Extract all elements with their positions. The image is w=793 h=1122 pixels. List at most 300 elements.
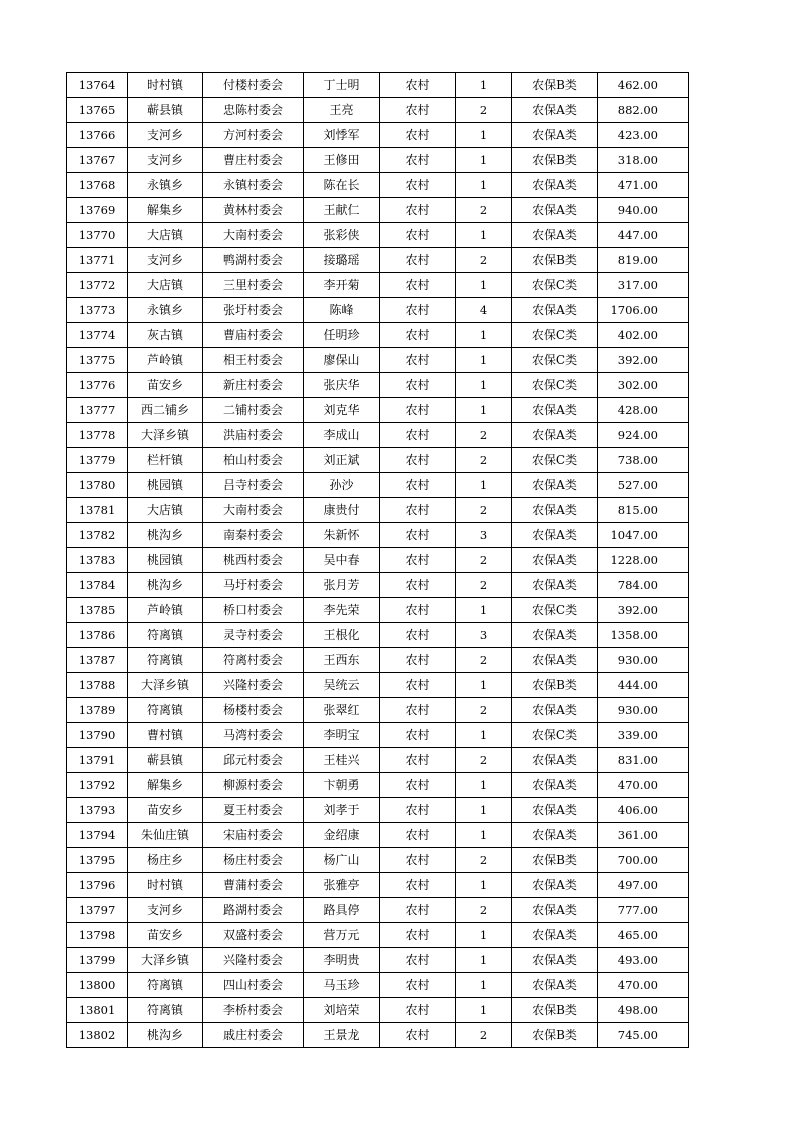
village-committee-cell: 新庄村委会	[203, 373, 304, 398]
township-cell: 苗安乡	[128, 798, 203, 823]
table-row	[67, 823, 689, 848]
record-id-cell: 13801	[67, 998, 128, 1023]
table-row	[67, 873, 689, 898]
amount-cell: 470.00	[598, 973, 689, 998]
amount-cell: 831.00	[598, 748, 689, 773]
amount-cell: 1228.00	[598, 548, 689, 573]
person-name-cell: 丁士明	[304, 73, 380, 98]
record-id-cell: 13784	[67, 573, 128, 598]
household-size-cell: 1	[456, 123, 512, 148]
insurance-category-cell: 农保C类	[512, 273, 598, 298]
village-committee-cell: 灵寺村委会	[203, 623, 304, 648]
insurance-category-cell: 农保A类	[512, 948, 598, 973]
household-size-cell: 1	[456, 723, 512, 748]
person-name-cell: 马玉珍	[304, 973, 380, 998]
township-cell: 大泽乡镇	[128, 673, 203, 698]
area-type-cell: 农村	[380, 798, 456, 823]
village-committee-cell: 四山村委会	[203, 973, 304, 998]
area-type-cell: 农村	[380, 948, 456, 973]
person-name-cell: 王亮	[304, 98, 380, 123]
township-cell: 芦岭镇	[128, 598, 203, 623]
village-committee-cell: 大南村委会	[203, 223, 304, 248]
person-name-cell: 营万元	[304, 923, 380, 948]
household-size-cell: 2	[456, 748, 512, 773]
insurance-category-cell: 农保B类	[512, 998, 598, 1023]
person-name-cell: 李先荣	[304, 598, 380, 623]
amount-cell: 317.00	[598, 273, 689, 298]
household-size-cell: 1	[456, 173, 512, 198]
township-cell: 解集乡	[128, 773, 203, 798]
village-committee-cell: 方河村委会	[203, 123, 304, 148]
amount-cell: 339.00	[598, 723, 689, 748]
household-size-cell: 2	[456, 498, 512, 523]
household-size-cell: 2	[456, 448, 512, 473]
village-committee-cell: 二铺村委会	[203, 398, 304, 423]
person-name-cell: 杨广山	[304, 848, 380, 873]
amount-cell: 302.00	[598, 373, 689, 398]
person-name-cell: 卞朝勇	[304, 773, 380, 798]
table-row	[67, 923, 689, 948]
amount-cell: 318.00	[598, 148, 689, 173]
village-committee-cell: 柏山村委会	[203, 448, 304, 473]
table-row	[67, 498, 689, 523]
township-cell: 蕲县镇	[128, 748, 203, 773]
village-committee-cell: 戚庄村委会	[203, 1023, 304, 1048]
township-cell: 支河乡	[128, 248, 203, 273]
amount-cell: 497.00	[598, 873, 689, 898]
amount-cell: 406.00	[598, 798, 689, 823]
township-cell: 永镇乡	[128, 298, 203, 323]
township-cell: 苗安乡	[128, 373, 203, 398]
insurance-category-cell: 农保C类	[512, 448, 598, 473]
person-name-cell: 王桂兴	[304, 748, 380, 773]
record-id-cell: 13778	[67, 423, 128, 448]
person-name-cell: 廖保山	[304, 348, 380, 373]
person-name-cell: 刘培荣	[304, 998, 380, 1023]
village-committee-cell: 三里村委会	[203, 273, 304, 298]
village-committee-cell: 兴隆村委会	[203, 673, 304, 698]
person-name-cell: 孙沙	[304, 473, 380, 498]
village-committee-cell: 张圩村委会	[203, 298, 304, 323]
insurance-category-cell: 农保B类	[512, 848, 598, 873]
person-name-cell: 张雅亭	[304, 873, 380, 898]
area-type-cell: 农村	[380, 173, 456, 198]
table-row	[67, 723, 689, 748]
area-type-cell: 农村	[380, 723, 456, 748]
amount-cell: 465.00	[598, 923, 689, 948]
amount-cell: 447.00	[598, 223, 689, 248]
area-type-cell: 农村	[380, 298, 456, 323]
person-name-cell: 王景龙	[304, 1023, 380, 1048]
record-id-cell: 13791	[67, 748, 128, 773]
amount-cell: 392.00	[598, 598, 689, 623]
township-cell: 支河乡	[128, 898, 203, 923]
area-type-cell: 农村	[380, 198, 456, 223]
area-type-cell: 农村	[380, 223, 456, 248]
household-size-cell: 1	[456, 148, 512, 173]
area-type-cell: 农村	[380, 123, 456, 148]
township-cell: 解集乡	[128, 198, 203, 223]
amount-cell: 470.00	[598, 773, 689, 798]
person-name-cell: 李成山	[304, 423, 380, 448]
table-row	[67, 423, 689, 448]
village-committee-cell: 鸭湖村委会	[203, 248, 304, 273]
township-cell: 桃沟乡	[128, 1023, 203, 1048]
table-row	[67, 273, 689, 298]
township-cell: 时村镇	[128, 873, 203, 898]
village-committee-cell: 桃西村委会	[203, 548, 304, 573]
village-committee-cell: 洪庙村委会	[203, 423, 304, 448]
record-id-cell: 13767	[67, 148, 128, 173]
village-committee-cell: 曹蒲村委会	[203, 873, 304, 898]
village-committee-cell: 黄林村委会	[203, 198, 304, 223]
township-cell: 符离镇	[128, 973, 203, 998]
table-row	[67, 248, 689, 273]
area-type-cell: 农村	[380, 748, 456, 773]
household-size-cell: 1	[456, 948, 512, 973]
area-type-cell: 农村	[380, 873, 456, 898]
household-size-cell: 2	[456, 573, 512, 598]
township-cell: 大店镇	[128, 223, 203, 248]
table-row	[67, 748, 689, 773]
household-size-cell: 4	[456, 298, 512, 323]
record-id-cell: 13772	[67, 273, 128, 298]
insurance-category-cell: 农保A类	[512, 298, 598, 323]
table-row	[67, 948, 689, 973]
household-size-cell: 3	[456, 623, 512, 648]
township-cell: 蕲县镇	[128, 98, 203, 123]
area-type-cell: 农村	[380, 773, 456, 798]
township-cell: 西二铺乡	[128, 398, 203, 423]
township-cell: 大店镇	[128, 273, 203, 298]
record-id-cell: 13780	[67, 473, 128, 498]
area-type-cell: 农村	[380, 548, 456, 573]
village-committee-cell: 柳源村委会	[203, 773, 304, 798]
household-size-cell: 1	[456, 473, 512, 498]
township-cell: 永镇乡	[128, 173, 203, 198]
amount-cell: 392.00	[598, 348, 689, 373]
table-row	[67, 548, 689, 573]
village-committee-cell: 杨楼村委会	[203, 698, 304, 723]
person-name-cell: 吴中春	[304, 548, 380, 573]
record-id-cell: 13796	[67, 873, 128, 898]
person-name-cell: 王西东	[304, 648, 380, 673]
record-id-cell: 13776	[67, 373, 128, 398]
amount-cell: 428.00	[598, 398, 689, 423]
household-size-cell: 1	[456, 673, 512, 698]
amount-cell: 361.00	[598, 823, 689, 848]
household-size-cell: 1	[456, 973, 512, 998]
benefit-roster-table	[66, 72, 689, 1048]
area-type-cell: 农村	[380, 73, 456, 98]
area-type-cell: 农村	[380, 448, 456, 473]
record-id-cell: 13802	[67, 1023, 128, 1048]
household-size-cell: 2	[456, 1023, 512, 1048]
household-size-cell: 1	[456, 373, 512, 398]
household-size-cell: 1	[456, 598, 512, 623]
table-row	[67, 773, 689, 798]
person-name-cell: 刘克华	[304, 398, 380, 423]
household-size-cell: 2	[456, 698, 512, 723]
area-type-cell: 农村	[380, 498, 456, 523]
household-size-cell: 2	[456, 898, 512, 923]
record-id-cell: 13800	[67, 973, 128, 998]
insurance-category-cell: 农保A类	[512, 398, 598, 423]
area-type-cell: 农村	[380, 998, 456, 1023]
area-type-cell: 农村	[380, 898, 456, 923]
amount-cell: 700.00	[598, 848, 689, 873]
village-committee-cell: 杨庄村委会	[203, 848, 304, 873]
insurance-category-cell: 农保C类	[512, 373, 598, 398]
area-type-cell: 农村	[380, 323, 456, 348]
area-type-cell: 农村	[380, 523, 456, 548]
amount-cell: 819.00	[598, 248, 689, 273]
person-name-cell: 张彩侠	[304, 223, 380, 248]
amount-cell: 1706.00	[598, 298, 689, 323]
insurance-category-cell: 农保B类	[512, 673, 598, 698]
township-cell: 桃沟乡	[128, 573, 203, 598]
household-size-cell: 2	[456, 548, 512, 573]
township-cell: 灰古镇	[128, 323, 203, 348]
township-cell: 支河乡	[128, 123, 203, 148]
amount-cell: 423.00	[598, 123, 689, 148]
table-row	[67, 623, 689, 648]
amount-cell: 940.00	[598, 198, 689, 223]
insurance-category-cell: 农保A类	[512, 198, 598, 223]
village-committee-cell: 宋庙村委会	[203, 823, 304, 848]
area-type-cell: 农村	[380, 623, 456, 648]
insurance-category-cell: 农保A类	[512, 898, 598, 923]
table-row	[67, 798, 689, 823]
insurance-category-cell: 农保A类	[512, 773, 598, 798]
amount-cell: 745.00	[598, 1023, 689, 1048]
table-row	[67, 673, 689, 698]
area-type-cell: 农村	[380, 98, 456, 123]
area-type-cell: 农村	[380, 473, 456, 498]
record-id-cell: 13790	[67, 723, 128, 748]
amount-cell: 738.00	[598, 448, 689, 473]
table-row	[67, 648, 689, 673]
village-committee-cell: 夏王村委会	[203, 798, 304, 823]
record-id-cell: 13795	[67, 848, 128, 873]
table-row	[67, 323, 689, 348]
person-name-cell: 接璐瑶	[304, 248, 380, 273]
insurance-category-cell: 农保C类	[512, 723, 598, 748]
record-id-cell: 13781	[67, 498, 128, 523]
household-size-cell: 2	[456, 648, 512, 673]
insurance-category-cell: 农保A类	[512, 473, 598, 498]
amount-cell: 493.00	[598, 948, 689, 973]
village-committee-cell: 双盛村委会	[203, 923, 304, 948]
record-id-cell: 13797	[67, 898, 128, 923]
household-size-cell: 1	[456, 323, 512, 348]
insurance-category-cell: 农保C类	[512, 348, 598, 373]
insurance-category-cell: 农保A类	[512, 573, 598, 598]
township-cell: 符离镇	[128, 623, 203, 648]
township-cell: 桃园镇	[128, 473, 203, 498]
insurance-category-cell: 农保A类	[512, 498, 598, 523]
table-row	[67, 223, 689, 248]
person-name-cell: 李明宝	[304, 723, 380, 748]
person-name-cell: 李明贵	[304, 948, 380, 973]
person-name-cell: 陈在长	[304, 173, 380, 198]
village-committee-cell: 大南村委会	[203, 498, 304, 523]
household-size-cell: 1	[456, 873, 512, 898]
township-cell: 大泽乡镇	[128, 423, 203, 448]
household-size-cell: 1	[456, 398, 512, 423]
village-committee-cell: 马湾村委会	[203, 723, 304, 748]
amount-cell: 882.00	[598, 98, 689, 123]
area-type-cell: 农村	[380, 823, 456, 848]
insurance-category-cell: 农保A类	[512, 223, 598, 248]
insurance-category-cell: 农保A类	[512, 523, 598, 548]
table-row	[67, 1023, 689, 1048]
township-cell: 大店镇	[128, 498, 203, 523]
record-id-cell: 13786	[67, 623, 128, 648]
amount-cell: 471.00	[598, 173, 689, 198]
township-cell: 符离镇	[128, 998, 203, 1023]
record-id-cell: 13774	[67, 323, 128, 348]
household-size-cell: 3	[456, 523, 512, 548]
insurance-category-cell: 农保A类	[512, 823, 598, 848]
table-row	[67, 523, 689, 548]
township-cell: 符离镇	[128, 698, 203, 723]
household-size-cell: 2	[456, 423, 512, 448]
table-row	[67, 448, 689, 473]
record-id-cell: 13777	[67, 398, 128, 423]
household-size-cell: 1	[456, 223, 512, 248]
table-row	[67, 73, 689, 98]
township-cell: 苗安乡	[128, 923, 203, 948]
table-row	[67, 373, 689, 398]
area-type-cell: 农村	[380, 248, 456, 273]
township-cell: 大泽乡镇	[128, 948, 203, 973]
record-id-cell: 13779	[67, 448, 128, 473]
insurance-category-cell: 农保A类	[512, 548, 598, 573]
insurance-category-cell: 农保A类	[512, 798, 598, 823]
record-id-cell: 13775	[67, 348, 128, 373]
area-type-cell: 农村	[380, 273, 456, 298]
area-type-cell: 农村	[380, 148, 456, 173]
insurance-category-cell: 农保C类	[512, 323, 598, 348]
table-row	[67, 573, 689, 598]
record-id-cell: 13764	[67, 73, 128, 98]
amount-cell: 924.00	[598, 423, 689, 448]
household-size-cell: 1	[456, 348, 512, 373]
person-name-cell: 张翠红	[304, 698, 380, 723]
insurance-category-cell: 农保A类	[512, 123, 598, 148]
record-id-cell: 13789	[67, 698, 128, 723]
insurance-category-cell: 农保A类	[512, 873, 598, 898]
household-size-cell: 1	[456, 73, 512, 98]
person-name-cell: 康贵付	[304, 498, 380, 523]
area-type-cell: 农村	[380, 923, 456, 948]
person-name-cell: 王献仁	[304, 198, 380, 223]
village-committee-cell: 曹庙村委会	[203, 323, 304, 348]
insurance-category-cell: 农保A类	[512, 973, 598, 998]
table-row	[67, 123, 689, 148]
village-committee-cell: 南秦村委会	[203, 523, 304, 548]
table-row	[67, 198, 689, 223]
record-id-cell: 13773	[67, 298, 128, 323]
insurance-category-cell: 农保A类	[512, 923, 598, 948]
table-row	[67, 148, 689, 173]
record-id-cell: 13765	[67, 98, 128, 123]
amount-cell: 784.00	[598, 573, 689, 598]
household-size-cell: 1	[456, 773, 512, 798]
amount-cell: 498.00	[598, 998, 689, 1023]
household-size-cell: 2	[456, 848, 512, 873]
household-size-cell: 2	[456, 198, 512, 223]
insurance-category-cell: 农保C类	[512, 598, 598, 623]
village-committee-cell: 忠陈村委会	[203, 98, 304, 123]
record-id-cell: 13766	[67, 123, 128, 148]
amount-cell: 777.00	[598, 898, 689, 923]
area-type-cell: 农村	[380, 348, 456, 373]
village-committee-cell: 路湖村委会	[203, 898, 304, 923]
amount-cell: 815.00	[598, 498, 689, 523]
table-row	[67, 998, 689, 1023]
table-row	[67, 98, 689, 123]
village-committee-cell: 邱元村委会	[203, 748, 304, 773]
roster-body	[67, 73, 689, 1048]
township-cell: 栏杆镇	[128, 448, 203, 473]
person-name-cell: 李开菊	[304, 273, 380, 298]
household-size-cell: 1	[456, 998, 512, 1023]
table-row	[67, 398, 689, 423]
area-type-cell: 农村	[380, 1023, 456, 1048]
table-row	[67, 898, 689, 923]
village-committee-cell: 李桥村委会	[203, 998, 304, 1023]
insurance-category-cell: 农保A类	[512, 698, 598, 723]
record-id-cell: 13794	[67, 823, 128, 848]
household-size-cell: 2	[456, 248, 512, 273]
record-id-cell: 13769	[67, 198, 128, 223]
insurance-category-cell: 农保B类	[512, 248, 598, 273]
person-name-cell: 刘正斌	[304, 448, 380, 473]
township-cell: 桃园镇	[128, 548, 203, 573]
township-cell: 朱仙庄镇	[128, 823, 203, 848]
person-name-cell: 刘悸军	[304, 123, 380, 148]
village-committee-cell: 吕寺村委会	[203, 473, 304, 498]
person-name-cell: 王修田	[304, 148, 380, 173]
insurance-category-cell: 农保B类	[512, 1023, 598, 1048]
insurance-category-cell: 农保A类	[512, 748, 598, 773]
record-id-cell: 13783	[67, 548, 128, 573]
record-id-cell: 13770	[67, 223, 128, 248]
insurance-category-cell: 农保A类	[512, 98, 598, 123]
village-committee-cell: 马圩村委会	[203, 573, 304, 598]
person-name-cell: 路具停	[304, 898, 380, 923]
village-committee-cell: 付楼村委会	[203, 73, 304, 98]
area-type-cell: 农村	[380, 423, 456, 448]
household-size-cell: 1	[456, 823, 512, 848]
person-name-cell: 张月芳	[304, 573, 380, 598]
person-name-cell: 陈峰	[304, 298, 380, 323]
area-type-cell: 农村	[380, 848, 456, 873]
table-row	[67, 298, 689, 323]
person-name-cell: 吴统云	[304, 673, 380, 698]
amount-cell: 444.00	[598, 673, 689, 698]
person-name-cell: 刘孝于	[304, 798, 380, 823]
table-row	[67, 598, 689, 623]
insurance-category-cell: 农保A类	[512, 173, 598, 198]
insurance-category-cell: 农保A类	[512, 423, 598, 448]
record-id-cell: 13768	[67, 173, 128, 198]
township-cell: 曹村镇	[128, 723, 203, 748]
village-committee-cell: 符离村委会	[203, 648, 304, 673]
record-id-cell: 13782	[67, 523, 128, 548]
